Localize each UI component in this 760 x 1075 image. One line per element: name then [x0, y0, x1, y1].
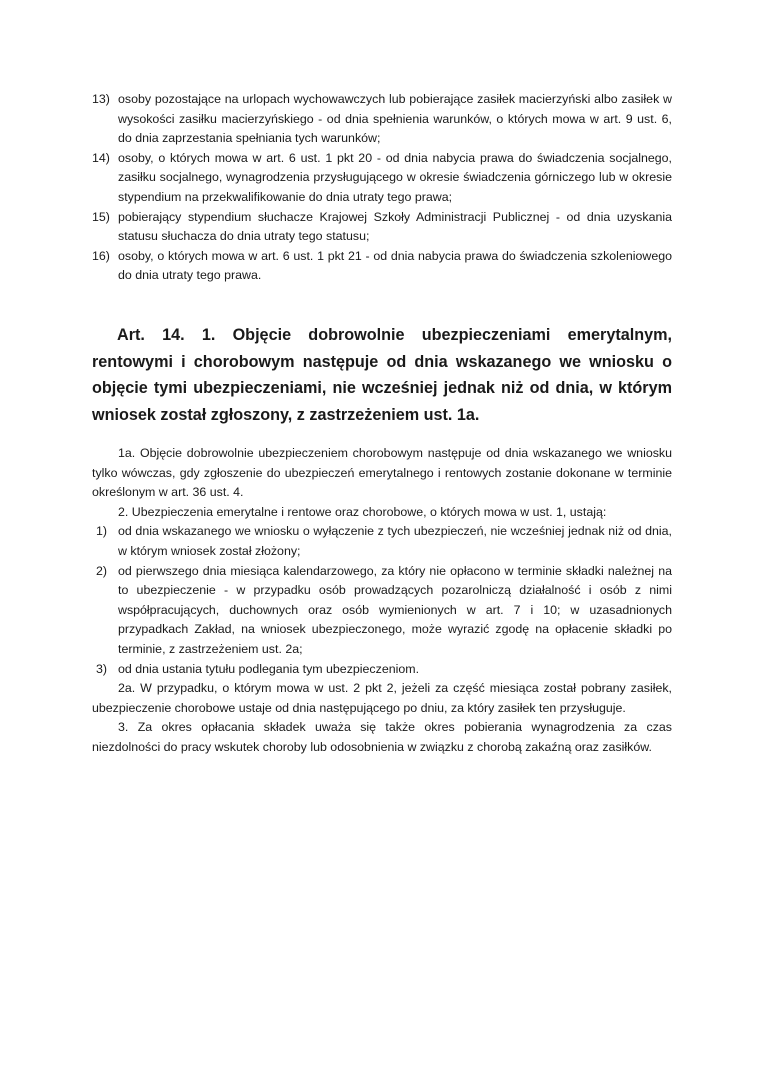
- list-item-text: pobierający stypendium słuchacze Krajowej Szkoły Administracji Publicznej - od dnia uzyskania statusu słuchacza do dnia utraty tego statusu;: [118, 209, 672, 244]
- list-item-number: 3): [96, 661, 108, 676]
- paragraph-3: 3. Za okres opłacania składek uważa się także okres pobierania wynagrodzenia za czas niezdolności do pracy wskutek choroby lub odosobnienia w związku z chorobą zakaźną oraz zasiłków.: [92, 720, 672, 754]
- list-item: [92, 90, 672, 149]
- list-item-number: 16): [92, 248, 110, 263]
- numbered-list-top: [92, 90, 672, 286]
- list-item-text: od dnia ustania tytułu podlegania tym ubezpieczeniom.: [118, 661, 420, 676]
- list-item-number: 1): [96, 524, 108, 539]
- list-item: [92, 660, 672, 680]
- list-item-number: 15): [92, 209, 110, 224]
- list-item-text: osoby, o których mowa w art. 6 ust. 1 pkt 21 - od dnia nabycia prawa do świadczenia szkoleniowego do dnia utraty tego prawa.: [118, 248, 672, 283]
- paragraph-2-list: [92, 522, 672, 679]
- list-item: [92, 247, 672, 286]
- article-heading: Art. 14. 1. Objęcie dobrowolnie ubezpieczeniami emerytalnym, rentowymi i chorobowym następuje od dnia wskazanego we wniosku o objęcie tymi ubezpieczeniami, nie wcześniej jednak niż od dnia, w którym wniosek został zgłoszony, z zastrzeżeniem ust. 1a.: [92, 326, 672, 424]
- list-item: [92, 149, 672, 208]
- list-item: [92, 522, 672, 561]
- list-item-number: 14): [92, 150, 110, 165]
- list-item: [92, 562, 672, 660]
- article-14: [92, 322, 672, 758]
- list-item-text: osoby, o których mowa w art. 6 ust. 1 pkt 20 - od dnia nabycia prawa do świadczenia socjalnego, zasiłku socjalnego, wynagrodzenia przysługującego w okresie świadczenia górniczego lub w okresie stypendium na przekwalifikowanie do dnia utraty tego prawa;: [118, 150, 672, 204]
- paragraph-2a: 2a. W przypadku, o którym mowa w ust. 2 pkt 2, jeżeli za część miesiąca został pobrany zasiłek, ubezpieczenie chorobowe ustaje od dnia następującego po dniu, za który zasiłek ten przysługuje.: [92, 681, 672, 715]
- list-item-text: osoby pozostające na urlopach wychowawczych lub pobierające zasiłek macierzyński albo zasiłek w wysokości zasiłku macierzyńskiego - od dnia spełnienia warunków, o których mowa w art. 9 ust. 6, do dnia zaprzestania spełniania tych warunków;: [118, 92, 672, 146]
- list-item-text: od pierwszego dnia miesiąca kalendarzowego, za który nie opłacono w terminie składki należnej na to ubezpieczenie - w przypadku osób prowadzących pozarolniczą działalność i osób z nimi współpracujących, duchownych oraz osób wymienionych w art. 7 i 10; w uzasadnionych przypadkach Zakład, na wniosek ubezpieczonego, może wyrazić zgodę na opłacenie składki po terminie, z zastrzeżeniem ust. 2a;: [118, 563, 672, 656]
- paragraph-2: 2. Ubezpieczenia emerytalne i rentowe oraz chorobowe, o których mowa w ust. 1, ustają:: [118, 504, 607, 519]
- list-item-text: od dnia wskazanego we wniosku o wyłączenie z tych ubezpieczeń, nie wcześniej jednak niż od dnia, w którym wniosek został złożony;: [118, 524, 672, 558]
- list-item-number: 13): [92, 92, 110, 106]
- list-item: [92, 208, 672, 247]
- list-item-number: 2): [96, 563, 108, 578]
- paragraph-1a: 1a. Objęcie dobrowolnie ubezpieczeniem chorobowym następuje od dnia wskazanego we wniosku tylko wówczas, gdy zgłoszenie do ubezpieczeń emerytalnego i rentowych zostanie dokonane w terminie określonym w art. 36 ust. 4.: [92, 446, 672, 500]
